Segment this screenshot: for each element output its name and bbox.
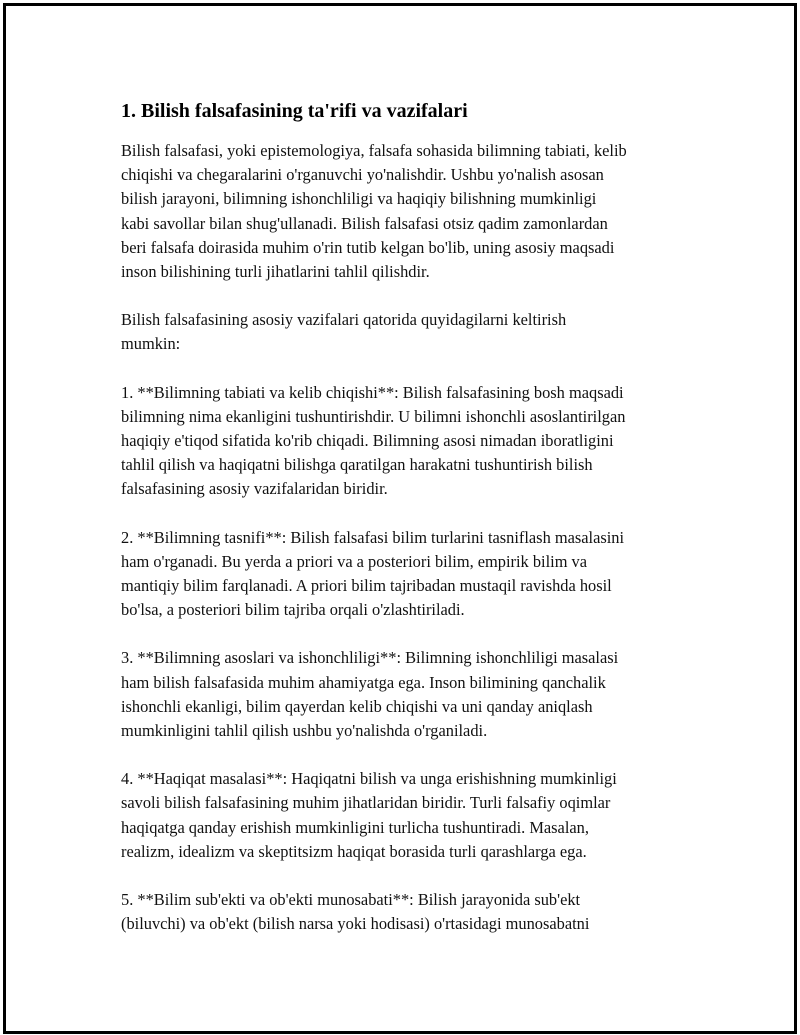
text-line: falsafasining asosiy vazifalaridan biridir. [121, 479, 388, 499]
text-line: savoli bilish falsafasining muhim jihatlaridan biridir. Turli falsafiy oqimlar [121, 793, 611, 813]
text-line: 1. **Bilimning tabiati va kelib chiqishi**: Bilish falsafasining bosh maqsadi [121, 382, 624, 402]
text-line: mumkin: [121, 334, 181, 354]
paragraph-tasks-intro [121, 308, 681, 356]
text-line: realizm, idealizm va skeptitsizm haqiqat borasida turli qarashlarga ega. [121, 841, 587, 861]
text-line: ham bilish falsafasida muhim ahamiyatga ega. Inson bilimining qanchalik [121, 672, 606, 692]
paragraph-item-1 [121, 381, 681, 502]
text-line: Bilish falsafasining asosiy vazifalari qatorida quyidagilarni keltirish [121, 310, 567, 330]
text-line: ham o'rganadi. Bu yerda a priori va a posteriori bilim, empirik bilim va [121, 551, 588, 571]
paragraph-item-5 [121, 888, 681, 936]
paragraph-item-3 [121, 646, 681, 743]
text-line: 4. **Haqiqat masalasi**: Haqiqatni bilish va unga erishishning mumkinligi [121, 769, 617, 789]
text-line: (biluvchi) va ob'ekt (bilish narsa yoki hodisasi) o'rtasidagi munosabatni [121, 914, 590, 934]
text-line: mumkinligini tahlil qilish ushbu yo'nalishda o'rganiladi. [121, 721, 488, 741]
text-line: 3. **Bilimning asoslari va ishonchliligi**: Bilimning ishonchliligi masalasi [121, 648, 619, 668]
document-body [121, 98, 681, 960]
page-frame [3, 3, 797, 1034]
text-line: 2. **Bilimning tasnifi**: Bilish falsafasi bilim turlarini tasniflash masalasini [121, 527, 625, 547]
text-line: haqiqiy e'tiqod sifatida ko'rib chiqadi. Bilimning asosi nimadan iboratligini [121, 431, 614, 451]
text-line: haqiqatga qanday erishish mumkinligini turlicha tushuntiradi. Masalan, [121, 817, 589, 837]
text-line: bilimning nima ekanligini tushuntirishdir. U bilimni ishonchli asoslantirilgan [121, 406, 626, 426]
text-line: chiqishi va chegaralarini o'rganuvchi yo'nalishdir. Ushbu yo'nalish asosan [121, 165, 604, 185]
text-line: beri falsafa doirasida muhim o'rin tutib kelgan bo'lib, uning asosiy maqsadi [121, 237, 615, 257]
text-line: ishonchli ekanligi, bilim qayerdan kelib chiqishi va uni qanday aniqlash [121, 696, 593, 716]
text-line: bilish jarayoni, bilimning ishonchliligi va haqiqiy bilishning mumkinligi [121, 189, 597, 209]
text-line: 5. **Bilim sub'ekti va ob'ekti munosabati**: Bilish jarayonida sub'ekt [121, 890, 581, 910]
text-line: inson bilishining turli jihatlarini tahlil qilishdir. [121, 262, 430, 282]
text-line: kabi savollar bilan shug'ullanadi. Bilish falsafasi otsiz qadim zamonlardan [121, 213, 608, 233]
paragraph-item-2 [121, 526, 681, 623]
paragraph-item-4 [121, 767, 681, 864]
text-line: mantiqiy bilim farqlanadi. A priori bilim tajribadan mustaqil ravishda hosil [121, 576, 612, 596]
text-line: tahlil qilish va haqiqatni bilishga qaratilgan harakatni tushuntirish bilish [121, 455, 593, 475]
section-heading: 1. Bilish falsafasining ta'rifi va vazifalari [121, 100, 468, 122]
text-line: bo'lsa, a posteriori bilim tajriba orqali o'zlashtiriladi. [121, 600, 465, 620]
text-line: Bilish falsafasi, yoki epistemologiya, falsafa sohasida bilimning tabiati, kelib [121, 141, 627, 160]
paragraph-intro [121, 139, 681, 284]
